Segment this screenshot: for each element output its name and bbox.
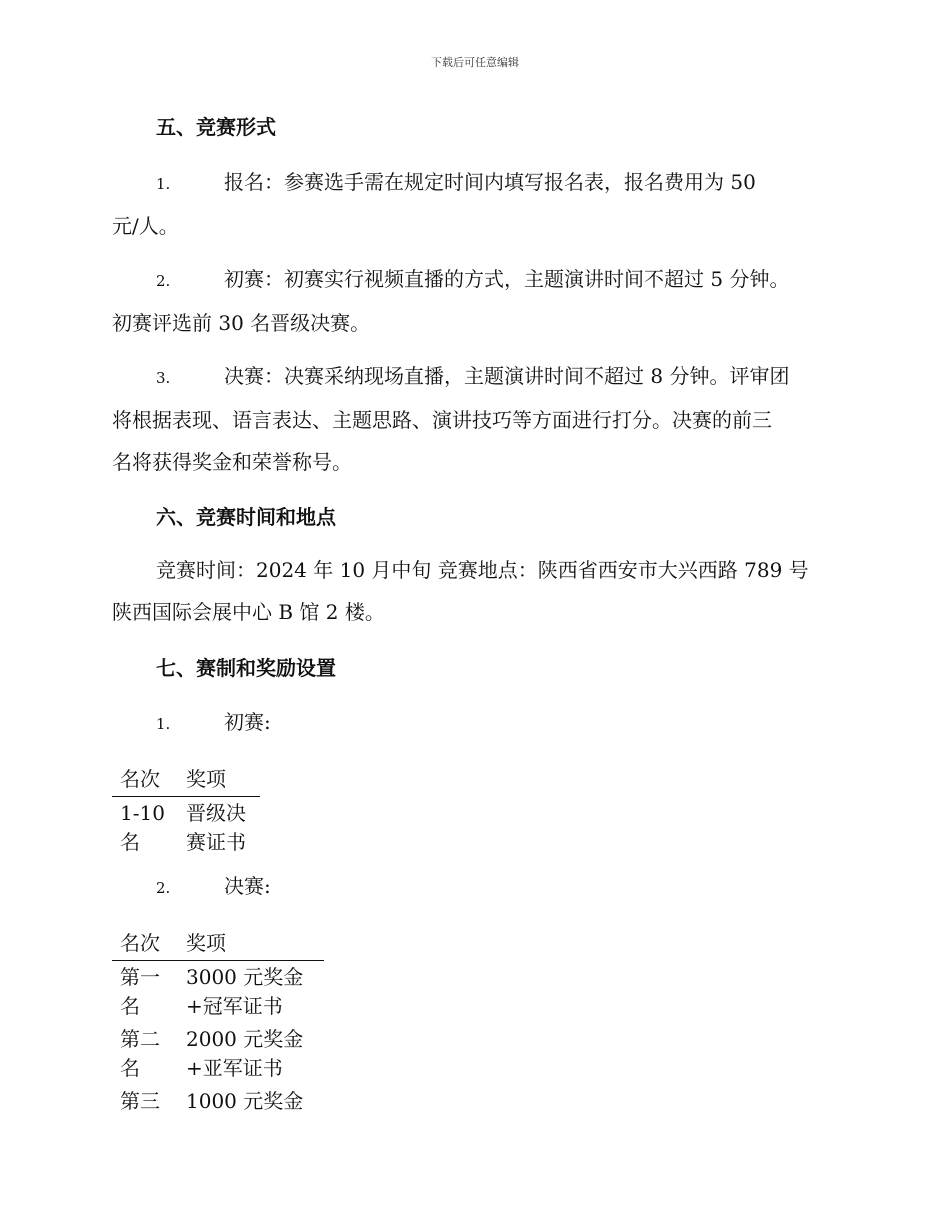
section-six-line: 竞赛时间：2024 年 10 月中旬 竞赛地点：陕西省西安市大兴西路 789 号 (156, 558, 809, 582)
prelim-label-line (112, 701, 832, 745)
item-number: 2. (156, 272, 171, 290)
item-text: 初赛：初赛实行视频直播的方式，主题演讲时间不超过 5 分钟。 (224, 267, 790, 291)
item-text-cont: 名将获得奖金和荣誉称号。 (112, 450, 352, 474)
prelim-prize-table (112, 764, 260, 859)
table-row (112, 1023, 324, 1085)
table-cell-award: 2000 元奖金 +亚军证书 (186, 1027, 304, 1080)
table-header-rank: 名次 (112, 928, 178, 961)
section-five-item-2 (112, 258, 832, 344)
section-five-item-1 (112, 161, 832, 247)
table-cell-award: 1000 元奖金 (186, 1089, 304, 1113)
table-row (112, 1085, 324, 1118)
item-text: 决赛：决赛采纳现场直播，主题演讲时间不超过 8 分钟。评审团 (224, 364, 790, 388)
item-text-cont: 元/人。 (112, 214, 179, 238)
table-header-row (112, 928, 324, 961)
table-cell-rank: 1-10 名 (120, 801, 165, 854)
item-text: 报名：参赛选手需在规定时间内填写报名表，报名费用为 50 (224, 170, 756, 194)
table-header-award: 奖项 (178, 928, 324, 961)
table-header-award: 奖项 (178, 764, 260, 797)
section-five-title: 五、竞赛形式 (156, 115, 276, 139)
table-cell-award: 3000 元奖金 +冠军证书 (186, 965, 304, 1018)
final-prize-table (112, 928, 324, 1118)
item-number: 1. (156, 175, 171, 193)
final-label: 决赛: (224, 874, 271, 898)
final-label-line (112, 865, 832, 909)
header-note: 下载后可任意编辑 (431, 56, 519, 69)
table-header-rank: 名次 (112, 764, 178, 797)
table-row (112, 961, 324, 1024)
item-number: 2. (156, 879, 171, 897)
item-number: 1. (156, 715, 171, 733)
item-text-cont: 将根据表现、语言表达、主题思路、演讲技巧等方面进行打分。决赛的前三 (112, 408, 772, 432)
table-header-row (112, 764, 260, 797)
section-five-item-3 (112, 355, 832, 483)
prelim-label: 初赛: (224, 710, 271, 734)
table-cell-rank: 第三 (120, 1089, 160, 1113)
item-number: 3. (156, 369, 171, 387)
table-cell-rank: 第一 名 (120, 965, 160, 1018)
item-text-cont: 初赛评选前 30 名晋级决赛。 (112, 311, 371, 335)
section-six-body (112, 549, 832, 633)
section-six-line: 陕西国际会展中心 B 馆 2 楼。 (112, 600, 385, 624)
section-six-title: 六、竞赛时间和地点 (156, 505, 336, 529)
table-cell-award: 晋级决 赛证书 (186, 801, 246, 854)
section-seven-title: 七、赛制和奖励设置 (156, 656, 336, 680)
table-cell-rank: 第二 名 (120, 1027, 160, 1080)
table-row (112, 797, 260, 860)
